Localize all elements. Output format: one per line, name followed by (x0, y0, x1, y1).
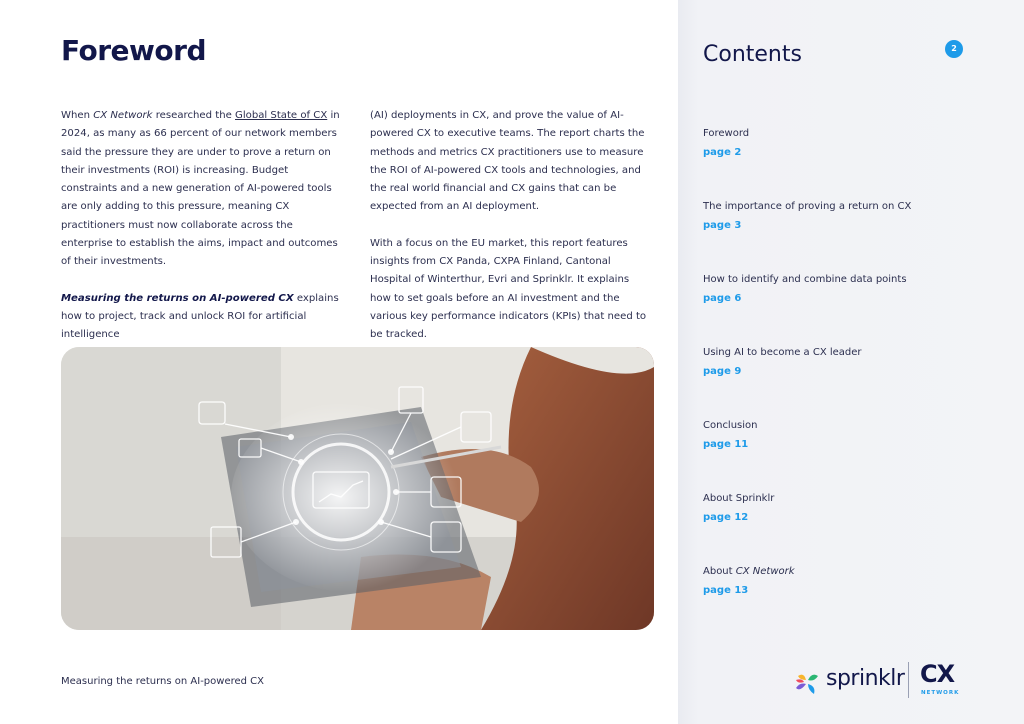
page-number-badge: 2 (945, 40, 963, 58)
toc-item-label: The importance of proving a return on CX (703, 201, 912, 212)
report-title: Measuring the returns on AI-powered CX (61, 292, 294, 304)
cx-network-logo: CX (920, 660, 955, 688)
text-span: researched the (152, 110, 236, 121)
toc-item-label: About Sprinklr (703, 493, 775, 504)
toc-item-about-sprinklr[interactable] (703, 492, 943, 525)
toc-item-label: Conclusion (703, 420, 758, 431)
toc-item-label: Foreword (703, 128, 750, 139)
toc-page-link[interactable]: page 2 (703, 147, 742, 158)
text-span: explains how to project, track and unlock ROI for artificial intelligence (61, 292, 339, 341)
hero-illustration (61, 347, 654, 630)
toc-item-about-cx-network[interactable] (703, 565, 943, 598)
logo-divider (908, 662, 909, 698)
toc-item-cx-leader[interactable] (703, 346, 943, 379)
text-span: About (703, 566, 736, 577)
text-span: When (61, 110, 94, 121)
toc-page-link[interactable]: page 13 (703, 585, 749, 596)
paragraph (61, 107, 343, 272)
toc-page-link[interactable]: page 12 (703, 512, 749, 523)
page-title: Foreword (61, 34, 206, 67)
paragraph: (AI) deployments in CX, and prove the value of AI-powered CX to executive teams. The report charts the methods and metrics CX practitioners use to measure the ROI of AI-powered CX tools and technologies, and the real world financial and CX gains that can be expected from an AI deployment. (370, 110, 645, 213)
toc-item-importance[interactable] (703, 200, 943, 233)
partner-logos (790, 660, 970, 702)
footer-text: Measuring the returns on AI-powered CX (61, 676, 264, 687)
toc-page-link[interactable]: page 3 (703, 220, 742, 231)
body-column-right (370, 107, 652, 345)
toc-page-link[interactable]: page 9 (703, 366, 742, 377)
text-span: in 2024, as many as 66 percent of our network members said the pressure they are under to prove a return on their investments (ROI) is increasing. Budget constraints and a new generation of AI-powered tools are only adding to this pressure, meaning CX practitioners must now collaborate across the enterprise to establish the aims, impact and outcomes of their investments. (61, 110, 340, 268)
toc-page-link[interactable]: page 6 (703, 293, 742, 304)
sprinklr-logo: sprinklr (826, 666, 905, 691)
toc-item-foreword[interactable] (703, 127, 943, 160)
contents-title: Contents (703, 42, 802, 67)
org-name: CX Network (93, 110, 153, 121)
org-name: CX Network (735, 566, 795, 577)
toc-item-label: How to identify and combine data points (703, 274, 907, 285)
toc-item-label (703, 565, 943, 579)
paragraph (61, 290, 343, 345)
report-link[interactable]: Global State of CX (235, 110, 328, 121)
toc-page-link[interactable]: page 11 (703, 439, 749, 450)
cx-network-logo-subtitle: NETWORK (921, 690, 960, 696)
toc-item-conclusion[interactable] (703, 419, 943, 452)
toc-item-label: Using AI to become a CX leader (703, 347, 862, 358)
body-column-left (61, 107, 343, 345)
sprinklr-logo-icon (792, 668, 822, 698)
paragraph: With a focus on the EU market, this report features insights from CX Panda, CXPA Finland, Cantonal Hospital of Winterthur, Evri and Sprinklr. It explains how to set goals before an AI investment and the various key performance indicators (KPIs) that need to be tracked. (370, 237, 647, 341)
hero-image (61, 347, 654, 630)
toc-item-data-points[interactable] (703, 273, 943, 306)
